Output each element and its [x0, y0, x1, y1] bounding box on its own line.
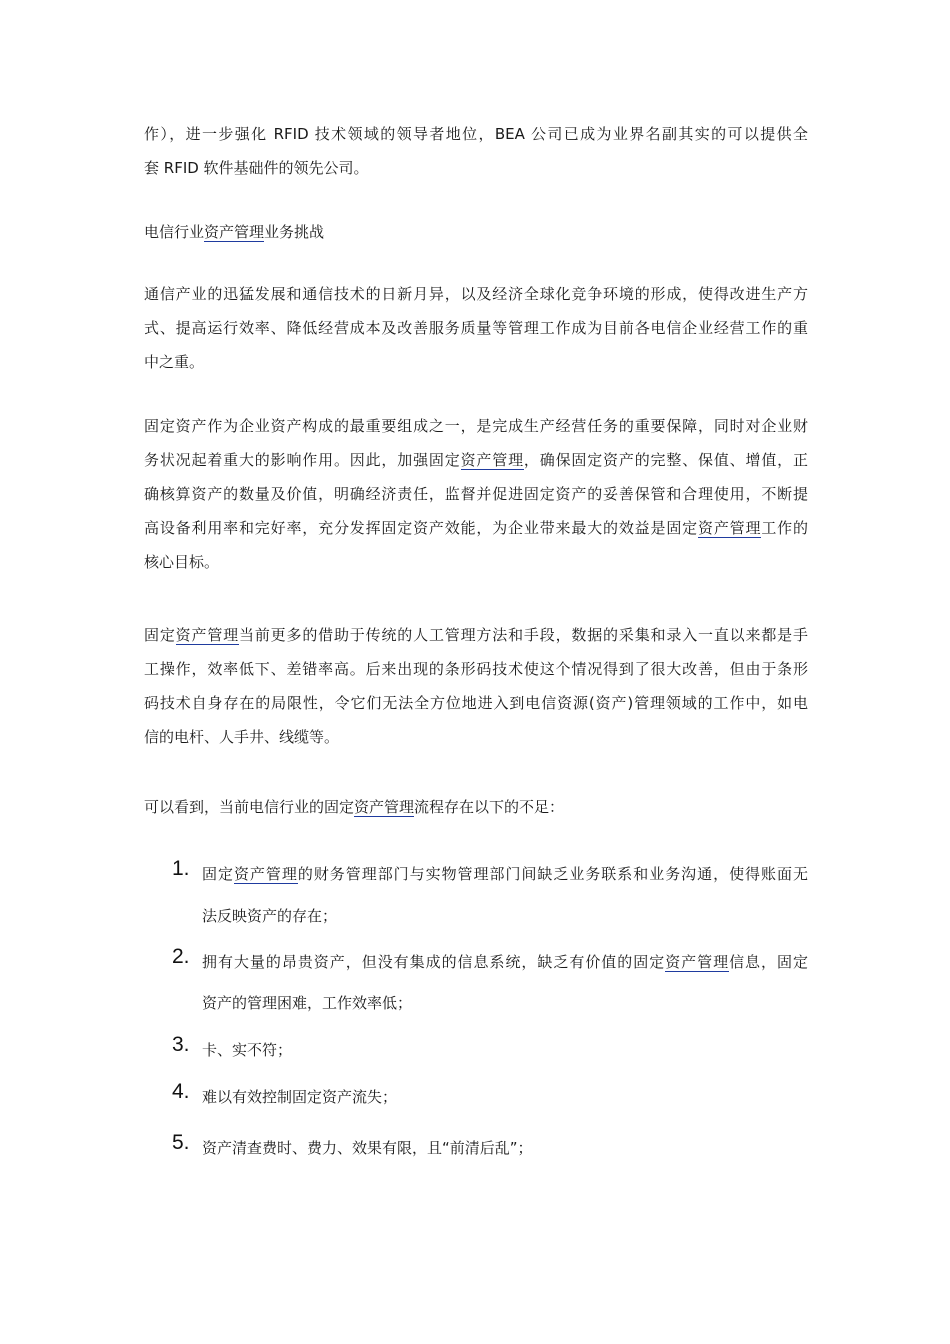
text-line: 资产清查费时、费力、效果有限，且“前清后乱”；: [202, 1139, 533, 1157]
list-number: 4.: [172, 1080, 190, 1103]
text-line: 卡、实不符；: [202, 1041, 293, 1059]
text-span: 当前更多的借助于传统的人工管理方法和手段，数据的采集和录入一直以来都是手: [239, 626, 808, 644]
list-item-text: [202, 986, 808, 1020]
text-line: [144, 511, 808, 545]
text-line: [144, 618, 808, 652]
heading-text: 业务挑战: [264, 223, 325, 241]
text-line: [202, 945, 808, 979]
asset-management-link[interactable]: 资产管理: [460, 451, 524, 469]
asset-management-link[interactable]: 资产管理: [175, 626, 239, 644]
list-number: 3.: [172, 1033, 190, 1056]
text-span: 高设备利用率和完好率，充分发挥固定资产效能，为企业带来最大的效益是固定: [144, 519, 698, 537]
text-line: [144, 790, 808, 824]
list-item-text: [202, 1080, 808, 1114]
heading-line: [144, 215, 808, 249]
text-line: 工操作，效率低下、差错率高。后来出现的条形码技术使这个情况得到了很大改善，但由于条形: [144, 660, 808, 678]
list-item-text: [202, 1033, 808, 1067]
text-line: [144, 443, 808, 477]
text-line: 作），进一步强化 RFID 技术领域的领导者地位，BEA 公司已成为业界名副其实的可以提供全: [144, 125, 808, 143]
text-line: 确核算资产的数量及价值，明确经济责任，监督并促进固定资产的妥善保管和合理使用，不断提: [144, 485, 808, 503]
text-span: 固定: [202, 865, 234, 883]
text-line: 中之重。: [144, 353, 205, 371]
text-line: 套 RFID 软件基础件的领先公司。: [144, 159, 369, 177]
text-line: 法反映资产的存在；: [202, 907, 338, 925]
asset-management-link[interactable]: 资产管理: [204, 223, 265, 241]
text-span: 信息，固定: [729, 953, 808, 971]
list-item-text: [202, 857, 808, 891]
heading-text: 电信行业: [144, 223, 205, 241]
text-span: 流程存在以下的不足：: [414, 798, 565, 816]
text-line: [202, 857, 808, 891]
asset-management-link[interactable]: 资产管理: [354, 798, 415, 816]
list-item-text: [202, 945, 808, 979]
text-span: 拥有大量的昂贵资产，但没有集成的信息系统，缺乏有价值的固定: [202, 953, 666, 971]
text-line: 码技术自身存在的局限性，令它们无法全方位地进入到电信资源(资产)管理领域的工作中，如电: [144, 694, 808, 712]
list-number: 2.: [172, 945, 190, 968]
text-line: 资产的管理困难，工作效率低；: [202, 994, 413, 1012]
text-span: 的财务管理部门与实物管理部门间缺乏业务联系和业务沟通，使得账面无: [297, 865, 808, 883]
text-span: 固定: [144, 626, 176, 644]
text-line: 核心目标。: [144, 553, 220, 571]
text-line: 式、提高运行效率、降低经营成本及改善服务质量等管理工作成为目前各电信企业经营工作的重: [144, 319, 808, 337]
list-number: 1.: [172, 857, 190, 880]
paragraph-industry: [144, 277, 808, 379]
text-span: 可以看到，当前电信行业的固定: [144, 798, 355, 816]
asset-management-link[interactable]: 资产管理: [698, 519, 762, 537]
intro-paragraph: [144, 117, 808, 185]
text-line: 固定资产作为企业资产构成的最重要组成之一，是完成生产经营任务的重要保障，同时对企业财: [144, 417, 808, 435]
list-item-text: [202, 899, 808, 933]
text-span: 务状况起着重大的影响作用。因此，加强固定: [144, 451, 461, 469]
text-line: 难以有效控制固定资产流失；: [202, 1088, 398, 1106]
list-intro: [144, 790, 808, 824]
paragraph-fixed-assets: [144, 409, 808, 579]
text-line: 信的电杆、人手井、线缆等。: [144, 728, 340, 746]
asset-management-link[interactable]: 资产管理: [665, 953, 730, 971]
list-item-text: [202, 1131, 808, 1165]
section-heading: [144, 215, 808, 249]
asset-management-link[interactable]: 资产管理: [233, 865, 298, 883]
list-number: 5.: [172, 1131, 190, 1154]
text-line: 通信产业的迅猛发展和通信技术的日新月异，以及经济全球化竞争环境的形成，使得改进生产方: [144, 285, 808, 303]
text-span: ，确保固定资产的完整、保值、增值，正: [523, 451, 808, 469]
text-span: 工作的: [761, 519, 808, 537]
paragraph-current-methods: [144, 618, 808, 754]
